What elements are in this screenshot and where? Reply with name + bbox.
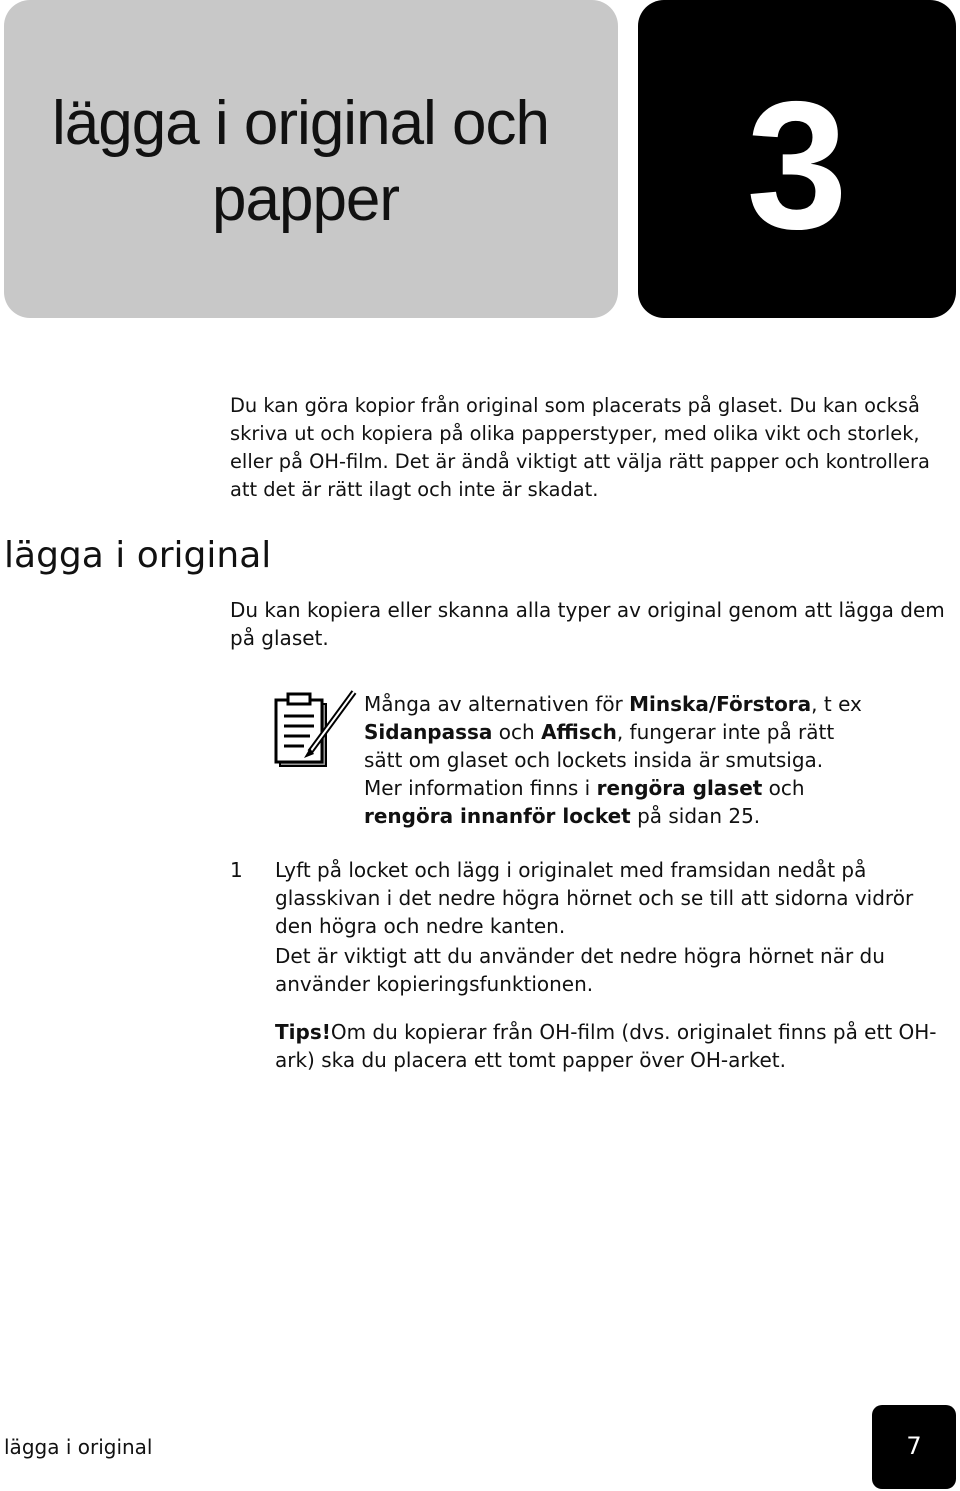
tip-text: Om du kopierar från OH-film (dvs. originalet finns på ett OH-ark) ska du placera ett tomt papper över OH-arket.: [275, 1020, 937, 1072]
step-subtext: Det är viktigt att du använder det nedre högra hörnet när du använder kopieringsfunktionen.: [275, 944, 885, 996]
note-paragraph: [364, 690, 864, 830]
step-number: 1: [230, 858, 243, 882]
note-bold-4: rengöra glaset: [596, 776, 763, 800]
chapter-number-box: [638, 0, 956, 318]
tip-label: Tips!: [275, 1020, 331, 1044]
chapter-title-line2: papper: [212, 165, 400, 234]
note-bold-1: Minska/Förstora: [629, 692, 812, 716]
tip-paragraph: [275, 1018, 955, 1074]
note-text-6: på sidan 25.: [630, 804, 761, 828]
chapter-title-line1: lägga i original och: [52, 89, 550, 158]
intro-paragraph: Du kan göra kopior från original som placerats på glaset. Du kan också skriva ut och kopiera på olika papperstyper, med olika vikt och storlek, eller på OH-film. Det är ändå viktigt att välja rätt papper och kontrollera att det är rätt ilagt och inte är skadat.: [230, 394, 930, 501]
note-text-4: , fungerar inte på rätt sätt om glaset och lockets insida är smutsiga. Mer information finns i: [364, 720, 835, 800]
note-text-2: , t ex: [811, 692, 862, 716]
page-number-box: [872, 1405, 956, 1489]
note-text-5: och: [762, 776, 805, 800]
section-paragraph: Du kan kopiera eller skanna alla typer av original genom att lägga dem på glaset.: [230, 598, 945, 650]
note-bold-2: Sidanpassa: [364, 720, 493, 744]
note-text-3: och: [492, 720, 542, 744]
chapter-title: [52, 86, 612, 238]
note-text-1: Många av alternativen för: [364, 692, 630, 716]
chapter-number: 3: [746, 63, 848, 267]
note-bold-5: rengöra innanför locket: [364, 804, 631, 828]
note-pad-icon: [274, 686, 358, 772]
page-number: 7: [906, 1432, 922, 1460]
step-text: Lyft på locket och lägg i originalet med framsidan nedåt på glasskivan i det nedre högra hörnet och se till att sidorna vidrör den högra och nedre kanten.: [275, 858, 914, 938]
footer-label: lägga i original: [4, 1435, 153, 1459]
section-heading: lägga i original: [4, 535, 272, 576]
note-bold-3: Affisch: [541, 720, 617, 744]
